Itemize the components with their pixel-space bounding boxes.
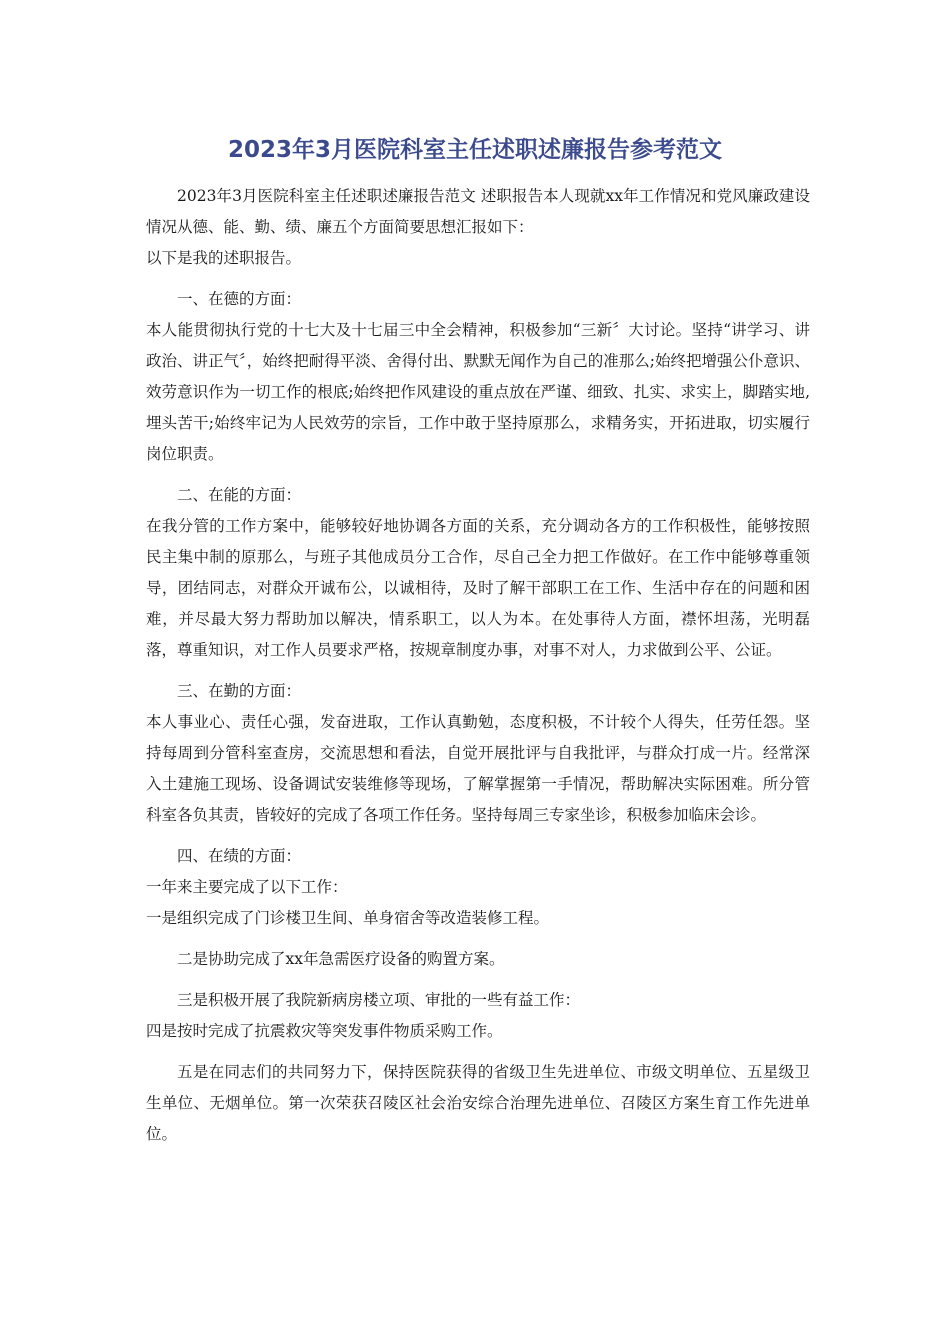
- section-heading-achievement: 四、在绩的方面：: [177, 847, 302, 865]
- achievement-item-2: 二是协助完成了xx年急需医疗设备的购置方案。: [177, 950, 505, 968]
- section-heading-diligence: 三、在勤的方面：: [177, 682, 302, 700]
- section-body-diligence: 本人事业心、责任心强，发奋进取，工作认真勤勉，态度积极，不计较个人得失，任劳任怨。坚持每周到分管科室查房，交流思想和看法，自觉开展批评与自我批评，与群众打成一片。经常深入土建施工现场、设备调试安装维修等现场，了解掌握第一手情况，帮助解决实际困难。所分管科室各负其责，皆较好的完成了各项工作任务。坚持每周三专家坐诊，积极参加临床会诊。: [146, 713, 810, 824]
- document-title: 2023年3月医院科室主任述职述廉报告参考范文: [227, 137, 723, 163]
- achievement-item-1: 一是组织完成了门诊楼卫生间、单身宿舍等改造装修工程。: [146, 909, 550, 927]
- achievement-item-3: 三是积极开展了我院新病房楼立项、审批的一些有益工作：: [177, 991, 581, 1009]
- achievement-item-4: 四是按时完成了抗震救灾等突发事件物质采购工作。: [146, 1022, 503, 1040]
- intro-line: 以下是我的述职报告。: [146, 249, 302, 267]
- intro-paragraph: 2023年3月医院科室主任述职述廉报告范文 述职报告本人现就xx年工作情况和党风廉政建设情况从德、能、勤、绩、廉五个方面简要思想汇报如下：: [146, 187, 810, 236]
- section-body-virtue: 本人能贯彻执行党的十七大及十七届三中全会精神，积极参加“三新〞大讨论。坚持“讲学习、讲政治、讲正气〞，始终把耐得平淡、舍得付出、默默无闻作为自己的准那么;始终把增强公仆意识、效劳意识作为一切工作的根底;始终把作风建设的重点放在严谨、细致、扎实、求实上，脚踏实地,埋头苦干;始终牢记为人民效劳的宗旨，工作中敢于坚持原那么，求精务实，开拓进取，切实履行岗位职责。: [146, 321, 810, 463]
- section-heading-ability: 二、在能的方面：: [177, 486, 302, 504]
- section-body-ability: 在我分管的工作方案中，能够较好地协调各方面的关系，充分调动各方的工作积极性，能够按照民主集中制的原那么，与班子其他成员分工合作，尽自己全力把工作做好。在工作中能够尊重领导，团结同志，对群众开诚布公，以诚相待，及时了解干部职工在工作、生活中存在的问题和困难，并尽最大努力帮助加以解决，情系职工，以人为本。在处事待人方面，襟怀坦荡，光明磊落，尊重知识，对工作人员要求严格，按规章制度办事，对事不对人，力求做到公平、公证。: [146, 517, 810, 659]
- achievement-item-5: 五是在同志们的共同努力下，保持医院获得的省级卫生先进单位、市级文明单位、五星级卫生单位、无烟单位。第一次荣获召陵区社会治安综合治理先进单位、召陵区方案生育工作先进单位。: [146, 1063, 810, 1143]
- document-body: [146, 181, 810, 1150]
- achievement-intro: 一年来主要完成了以下工作：: [146, 878, 348, 896]
- section-heading-virtue: 一、在德的方面：: [177, 290, 302, 308]
